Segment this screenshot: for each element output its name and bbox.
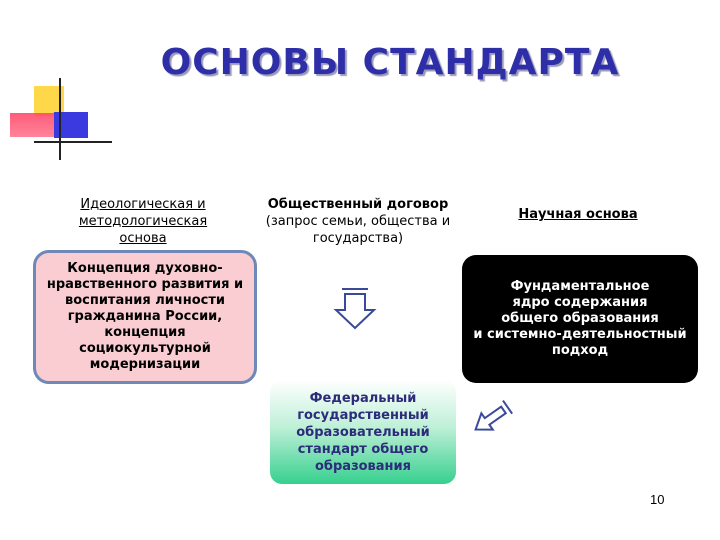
- federal-standard-box: Федеральный государственный образовательный стандарт общего образования: [270, 380, 456, 484]
- red-fade: [10, 113, 54, 137]
- page-number: 10: [650, 492, 665, 507]
- page-title: ОСНОВЫ СТАНДАРТА: [160, 42, 620, 83]
- header-social-contract-title: Общественный договор: [267, 197, 449, 212]
- corner-decoration: [0, 0, 120, 170]
- hollow-down-arrow-icon: [330, 286, 380, 332]
- header-social-contract: [258, 196, 458, 247]
- header-ideological-basis: Идеологическая и методологическая основа: [78, 197, 208, 246]
- fundamental-core-box: Фундаментальное ядро содержания общего образования и системно-деятельностный подход: [462, 255, 698, 383]
- concept-box: Концепция духовно- нравственного развития и воспитания личности гражданина России, концепция социокультурной модернизации: [33, 250, 257, 384]
- header-scientific-basis: Научная основа: [518, 207, 638, 222]
- hollow-diagonal-arrow-icon: [466, 396, 518, 440]
- header-social-contract-sub: (запрос семьи, общества и государства): [265, 214, 451, 246]
